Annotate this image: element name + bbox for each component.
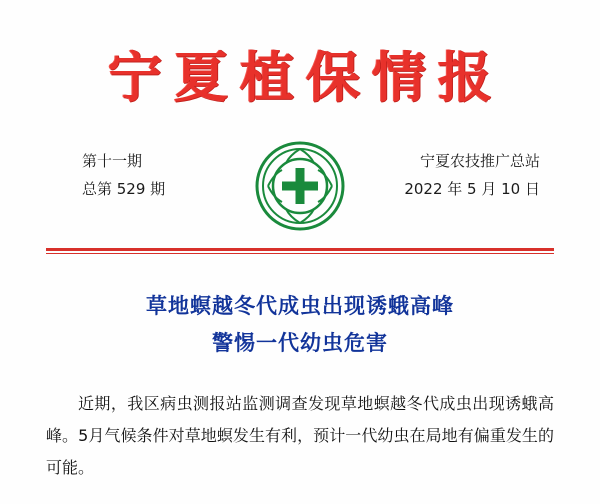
masthead <box>0 0 600 108</box>
issue-info <box>82 148 165 204</box>
plant-protection-emblem-icon <box>254 140 346 232</box>
issue-total-number: 总第 529 期 <box>82 179 166 198</box>
publication-date: 2022 年 5 月 10 日 <box>404 179 540 198</box>
publisher-organization: 宁夏农技推广总站 <box>419 152 540 171</box>
headline-line-1: 草地螟越冬代成虫出现诱蛾高峰 <box>146 294 454 319</box>
body-paragraph-1: 近期，我区病虫测报站监测调查发现草地螟越冬代成虫出现诱蛾高峰。5月气候条件对草地螟发生有利，预计一代幼虫在局地有偏重发生的可能。 <box>46 393 554 477</box>
issue-info-band <box>46 142 554 238</box>
publisher-info <box>404 148 540 204</box>
headline <box>0 288 600 362</box>
body-text <box>46 388 554 484</box>
red-divider-thick <box>46 248 554 251</box>
issue-number: 第十一期 <box>82 152 143 171</box>
masthead-title: 宁夏植保情报 <box>108 45 504 109</box>
headline-line-2: 警惕一代幼虫危害 <box>212 330 388 355</box>
red-divider-thin <box>46 253 554 254</box>
